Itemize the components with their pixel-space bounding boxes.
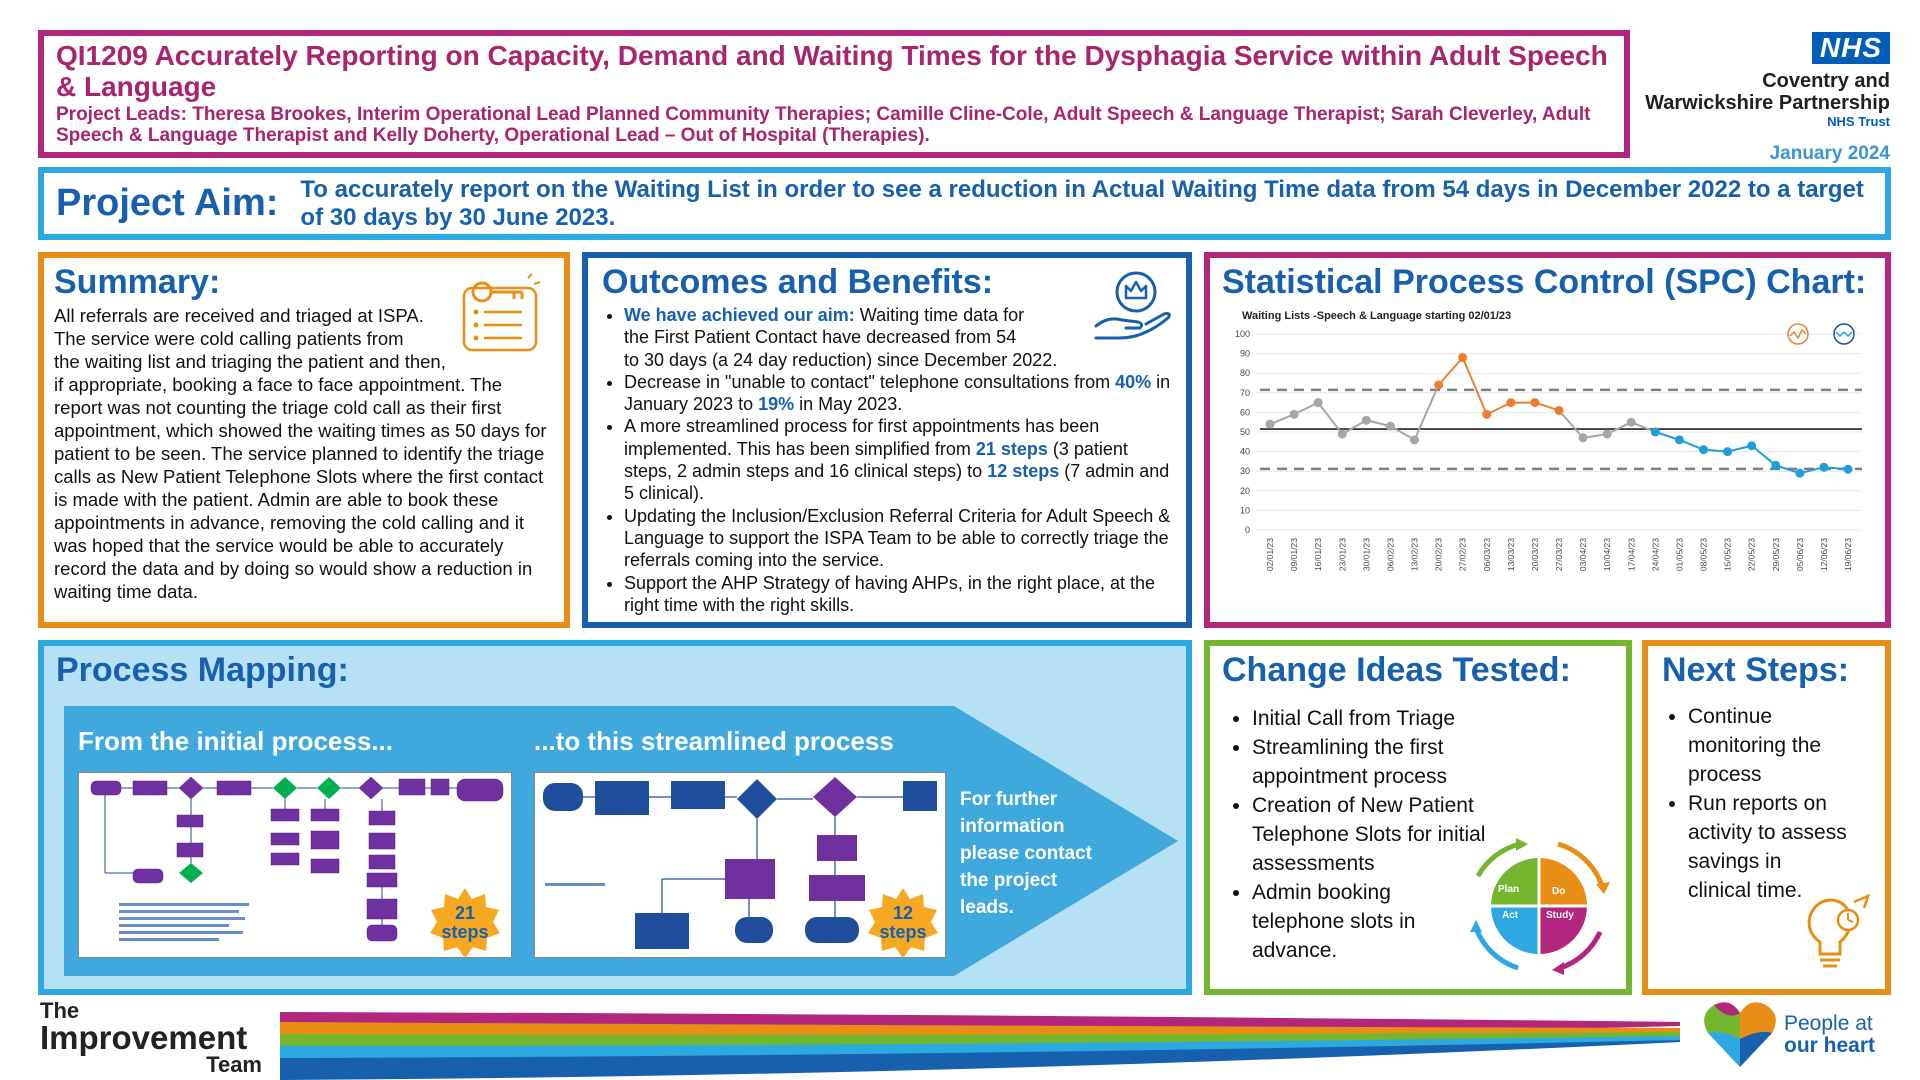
next-steps-box	[1642, 640, 1891, 995]
y-tick-label: 80	[1239, 368, 1250, 379]
project-leads: Project Leads: Theresa Brookes, Interim Operational Lead Planned Community Therapies; Camille Cline-Cole, Adult Speech & Language Therapist; Sarah Cleverley, Adult Speech & Language Therapist and Kelly Doherty, Operational Lead – Out of Hospital (Therapies).	[56, 104, 1591, 146]
data-point	[1627, 418, 1636, 427]
initial-steps-word: steps	[441, 922, 489, 942]
x-tick-label: 16/01/23	[1313, 538, 1324, 572]
y-tick-label: 0	[1244, 525, 1250, 535]
data-point	[1482, 410, 1491, 419]
x-tick-label: 12/06/23	[1818, 538, 1829, 572]
team-line2: Improvement	[40, 1019, 248, 1056]
spc-title: Statistical Process Control (SPC) Chart:	[1222, 263, 1867, 301]
org-name-line1: Coventry and	[1762, 70, 1890, 92]
data-point	[1603, 429, 1612, 438]
next-steps-list	[1662, 702, 1848, 905]
spc-chart	[1222, 320, 1878, 620]
change-idea-item: • Creation of New Patient Telephone Slots for initial assessments	[1252, 791, 1502, 878]
data-point	[1362, 416, 1371, 425]
x-tick-label: 02/01/23	[1265, 538, 1275, 572]
outcome-text: in January 2023 to	[624, 371, 1171, 415]
summary-line: the waiting list and triaging the patient and then,	[54, 351, 446, 372]
x-tick-label: 03/04/23	[1578, 538, 1589, 572]
outcome-text: in May 2023.	[794, 394, 903, 415]
x-tick-label: 20/02/23	[1433, 538, 1444, 572]
data-point	[1314, 398, 1323, 407]
change-ideas-title: Change Ideas Tested:	[1222, 651, 1571, 689]
process-mapping-box	[38, 640, 1192, 995]
chart-title: Waiting Lists -Speech & Language starting 02/01/23	[1242, 310, 1512, 322]
y-tick-label: 90	[1239, 348, 1250, 359]
x-tick-label: 29/05/23	[1770, 538, 1781, 572]
change-ideas-list	[1222, 704, 1502, 965]
data-point	[1338, 429, 1347, 438]
data-point	[1844, 465, 1853, 474]
key-checklist-icon	[456, 272, 546, 359]
y-tick-label: 50	[1239, 427, 1250, 437]
team-line3: Team	[206, 1052, 262, 1077]
x-tick-label: 06/03/23	[1481, 538, 1492, 572]
x-tick-label: 06/02/23	[1385, 538, 1396, 572]
next-step-item: • Continue monitoring the process	[1688, 702, 1848, 789]
y-tick-label: 100	[1234, 329, 1250, 339]
outcome-text: Decrease in "unable to contact" telephone consultations from	[624, 371, 1116, 392]
x-tick-label: 09/01/23	[1289, 538, 1300, 572]
outcome-value: 12 steps	[987, 461, 1060, 482]
data-point	[1747, 441, 1756, 450]
summary-line: The service were cold calling patients from	[54, 328, 404, 349]
new-steps-word: steps	[879, 922, 927, 942]
outcome-text: to 30 days (a 24 day reduction) since December 2022.	[624, 349, 1058, 370]
data-point	[1699, 445, 1708, 454]
project-aim-box	[38, 167, 1891, 240]
data-point	[1675, 435, 1684, 444]
x-tick-label: 10/04/23	[1602, 538, 1613, 572]
data-point	[1771, 461, 1780, 470]
initial-steps-number: 21	[454, 903, 476, 923]
people-line2: our heart	[1784, 1034, 1876, 1057]
pdsa-cycle-icon	[1464, 836, 1614, 981]
x-tick-label: 13/02/23	[1409, 538, 1420, 572]
summary-box	[38, 252, 570, 628]
y-tick-label: 60	[1239, 407, 1250, 418]
x-tick-label: 27/03/23	[1554, 538, 1564, 572]
pdsa-study: Study	[1546, 910, 1574, 921]
x-tick-label: 19/06/23	[1843, 538, 1853, 572]
data-point	[1579, 433, 1588, 442]
streamlined-process-label: ...to this streamlined process	[534, 726, 894, 756]
series-segment	[1439, 358, 1463, 385]
change-ideas-box	[1204, 640, 1632, 995]
outcome-item	[624, 415, 1172, 504]
initial-process-label: From the initial process...	[78, 726, 393, 756]
outcome-text: the First Patient Contact have decreased from 54	[624, 327, 1017, 348]
change-idea-item: • Streamlining the first appointment process	[1252, 733, 1502, 791]
process-title: Process Mapping:	[56, 651, 349, 689]
x-tick-label: 23/01/23	[1337, 538, 1348, 572]
poster-title: QI1209 Accurately Reporting on Capacity, Demand and Waiting Times for the Dysphagia Service within Adult Speech & Language	[56, 40, 1608, 102]
outcome-item: • Updating the Inclusion/Exclusion Referral Criteria for Adult Speech & Language to support the ISPA Team to be able to correctly triage the referrals coming into the service.	[624, 505, 1172, 572]
nhs-trust-logo	[1640, 32, 1890, 162]
y-tick-label: 10	[1239, 505, 1250, 516]
lightbulb-clock-icon	[1798, 892, 1874, 987]
spc-box	[1204, 252, 1891, 628]
change-idea-item: • Admin booking telephone slots in advance.	[1252, 878, 1422, 965]
x-tick-label: 24/04/23	[1650, 538, 1661, 572]
data-point	[1555, 406, 1564, 415]
pdsa-act: Act	[1502, 910, 1519, 921]
initial-steps-badge	[428, 886, 502, 960]
award-hand-icon	[1090, 264, 1174, 349]
title-box	[38, 30, 1630, 158]
org-name-line3: NHS Trust	[1827, 114, 1890, 129]
x-tick-label: 17/04/23	[1626, 538, 1637, 572]
x-tick-label: 20/03/23	[1529, 538, 1540, 572]
footer-wave-decoration	[280, 1000, 1700, 1080]
further-info-text: For further information please contact the project leads.	[960, 789, 1092, 918]
data-point	[1651, 428, 1660, 437]
outcomes-box	[582, 252, 1192, 628]
people-at-our-heart-logo	[1700, 995, 1900, 1075]
next-steps-title: Next Steps:	[1662, 651, 1850, 689]
x-tick-label: 22/05/23	[1746, 538, 1757, 572]
nhs-badge: NHS	[1812, 32, 1890, 64]
data-point	[1795, 469, 1804, 478]
outcome-value: 19%	[758, 394, 795, 415]
x-tick-label: 30/01/23	[1361, 538, 1372, 572]
pdsa-do: Do	[1552, 886, 1566, 897]
summary-title: Summary:	[54, 263, 221, 301]
data-point	[1434, 380, 1443, 389]
outcome-text: A more streamlined process for first appointments has been implemented. This has been simplified from	[624, 416, 1100, 459]
pdsa-plan: Plan	[1498, 884, 1520, 895]
data-point	[1723, 447, 1732, 456]
poster-date: January 2024	[1769, 143, 1890, 164]
data-point	[1410, 435, 1419, 444]
outcome-text: (3 patient steps, 2 admin steps and 16 clinical steps) to	[624, 438, 1128, 482]
x-tick-label: 15/05/23	[1722, 538, 1733, 572]
aim-label: Project Aim:	[56, 182, 279, 224]
org-name-line2: Warwickshire Partnership	[1645, 92, 1890, 114]
aim-text: To accurately report on the Waiting List in order to see a reduction in Actual Waiting Time data from 54 days in December 2022 to a target of 30 days by 30 June 2023.	[300, 175, 1864, 231]
data-point	[1266, 420, 1275, 429]
y-tick-label: 70	[1239, 387, 1250, 398]
data-point	[1458, 353, 1467, 362]
team-line1: The	[40, 998, 80, 1023]
outcome-highlight: We have achieved our aim:	[624, 305, 855, 325]
x-tick-label: 13/03/23	[1505, 538, 1516, 572]
x-tick-label: 27/02/23	[1457, 538, 1468, 572]
outcome-value: 40%	[1115, 371, 1152, 392]
outcome-value: 21 steps	[975, 438, 1048, 459]
outcomes-title: Outcomes and Benefits:	[602, 263, 994, 301]
data-point	[1530, 398, 1539, 407]
x-tick-label: 01/05/23	[1674, 538, 1685, 572]
people-line1: People at	[1784, 1012, 1873, 1035]
heart-icon	[1700, 995, 1780, 1071]
summary-line: All referrals are received and triaged at ISPA.	[54, 305, 424, 326]
new-steps-badge	[866, 886, 940, 960]
y-tick-label: 20	[1239, 485, 1250, 496]
y-tick-label: 30	[1239, 466, 1250, 477]
data-point	[1819, 463, 1828, 472]
data-point	[1290, 410, 1299, 419]
x-tick-label: 08/05/23	[1698, 538, 1709, 572]
improvement-team-logo	[40, 1000, 270, 1075]
data-point	[1386, 422, 1395, 431]
new-steps-number: 12	[892, 903, 914, 923]
y-tick-label: 40	[1239, 446, 1250, 457]
outcome-text: Waiting time data for	[854, 305, 1025, 325]
change-idea-item: • Initial Call from Triage	[1252, 704, 1502, 733]
outcomes-list	[602, 304, 1172, 616]
series-segment	[1559, 410, 1583, 437]
next-step-item: • Run reports on activity to assess savings in clinical time.	[1688, 789, 1848, 905]
series-segment	[1752, 446, 1776, 466]
x-tick-label: 05/06/23	[1794, 538, 1805, 572]
summary-line: if appropriate, booking a face to face appointment. The report was not counting the triage cold call as their first appointment, which showed the waiting times as 50 days for patient to be seen. The service planned to identify the triage calls as New Patient Telephone Slots where the first contact is made with the patient. Admin are able to book these appointments in advance, removing the cold calling and it was hoped that the service would be able to accurately record the data and by doing so would show a reduction in waiting time data.	[54, 374, 547, 602]
data-point	[1506, 398, 1515, 407]
outcome-text: (7 admin and 5 clinical).	[624, 461, 1170, 504]
outcome-item: • Support the AHP Strategy of having AHPs, in the right place, at the right time with the right skills.	[624, 572, 1172, 617]
series-segment	[1463, 358, 1487, 415]
outcome-item	[624, 371, 1172, 416]
